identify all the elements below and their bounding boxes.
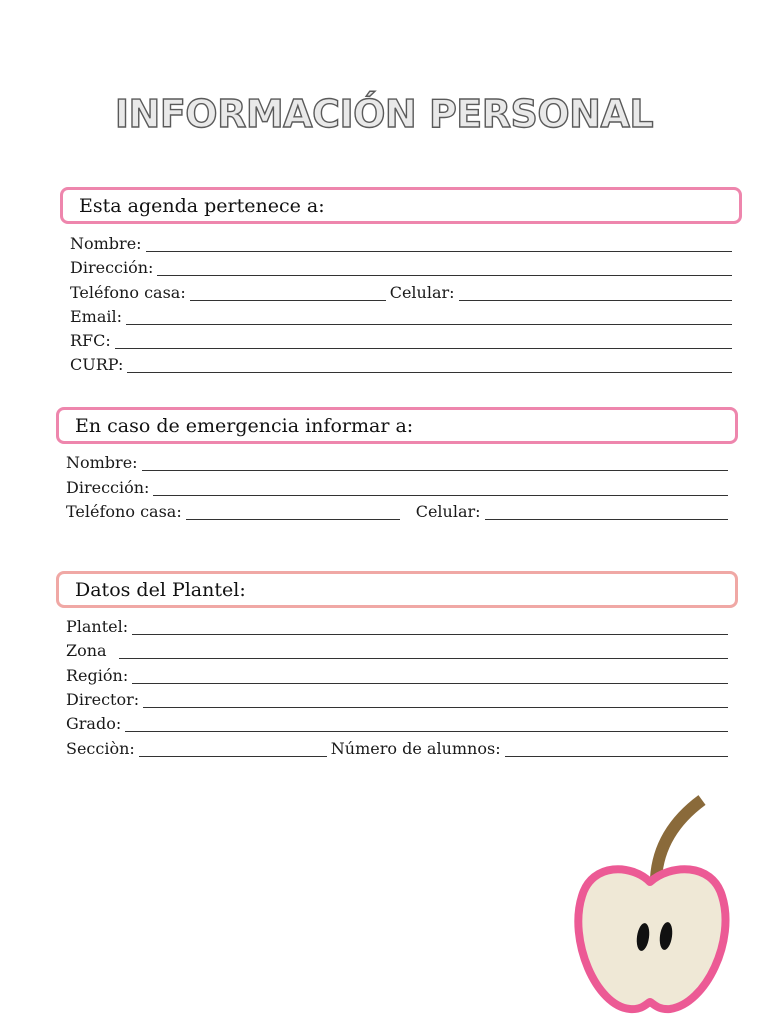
owner-rfc-field[interactable]	[70, 327, 732, 349]
school-students-line[interactable]	[505, 742, 728, 757]
school-region-field[interactable]	[66, 662, 728, 684]
school-plantel-field[interactable]	[66, 613, 728, 635]
owner-name-line[interactable]	[146, 237, 732, 252]
emergency-address-field[interactable]	[66, 474, 728, 496]
school-section-label: Secciòn:	[66, 739, 135, 758]
emergency-address-label: Dirección:	[66, 478, 150, 497]
emergency-address-line[interactable]	[153, 481, 728, 496]
owner-email-line[interactable]	[126, 310, 732, 325]
emergency-name-label: Nombre:	[66, 453, 138, 472]
owner-curp-label: CURP:	[70, 355, 124, 374]
owner-home-phone-line[interactable]	[190, 286, 386, 301]
owner-section-header: Esta agenda pertenece a:	[60, 187, 742, 224]
emergency-name-field[interactable]	[66, 449, 728, 471]
owner-name-field[interactable]	[70, 230, 732, 252]
emergency-phone-row	[66, 498, 728, 520]
emergency-section-header: En caso de emergencia informar a:	[56, 407, 738, 444]
emergency-cell-line[interactable]	[485, 505, 728, 520]
school-director-line[interactable]	[143, 693, 728, 708]
school-director-field[interactable]	[66, 686, 728, 708]
owner-address-line[interactable]	[157, 261, 732, 276]
school-plantel-label: Plantel:	[66, 617, 129, 636]
owner-address-field[interactable]	[70, 254, 732, 276]
owner-curp-line[interactable]	[127, 358, 732, 373]
owner-curp-field[interactable]	[70, 351, 732, 373]
owner-name-label: Nombre:	[70, 234, 142, 253]
school-grade-line[interactable]	[125, 717, 728, 732]
owner-home-phone-label: Teléfono casa:	[70, 283, 186, 302]
owner-address-label: Dirección:	[70, 258, 154, 277]
owner-email-label: Email:	[70, 307, 123, 326]
apple-icon	[560, 790, 740, 1020]
school-grade-label: Grado:	[66, 714, 122, 733]
page-title: INFORMACIÓN PERSONAL	[114, 92, 654, 136]
emergency-home-phone-label: Teléfono casa:	[66, 502, 182, 521]
school-students-label: Número de alumnos:	[330, 739, 501, 758]
owner-rfc-label: RFC:	[70, 331, 111, 350]
owner-cell-line[interactable]	[459, 286, 732, 301]
emergency-cell-label: Celular:	[415, 502, 481, 521]
owner-rfc-line[interactable]	[115, 334, 732, 349]
emergency-name-line[interactable]	[142, 456, 728, 471]
school-director-label: Director:	[66, 690, 140, 709]
school-region-line[interactable]	[132, 669, 728, 684]
school-section-row	[66, 735, 728, 757]
owner-phone-row	[70, 279, 732, 301]
owner-email-field[interactable]	[70, 303, 732, 325]
school-section-line[interactable]	[139, 742, 327, 757]
apple-body	[578, 869, 725, 1009]
school-zone-label: Zona	[66, 641, 107, 660]
emergency-home-phone-line[interactable]	[186, 505, 400, 520]
school-grade-field[interactable]	[66, 710, 728, 732]
school-section-header: Datos del Plantel:	[56, 571, 738, 608]
school-region-label: Región:	[66, 666, 129, 685]
school-zone-field[interactable]	[66, 637, 728, 659]
school-zone-line[interactable]	[119, 644, 728, 659]
owner-cell-label: Celular:	[389, 283, 455, 302]
school-plantel-line[interactable]	[132, 620, 728, 635]
